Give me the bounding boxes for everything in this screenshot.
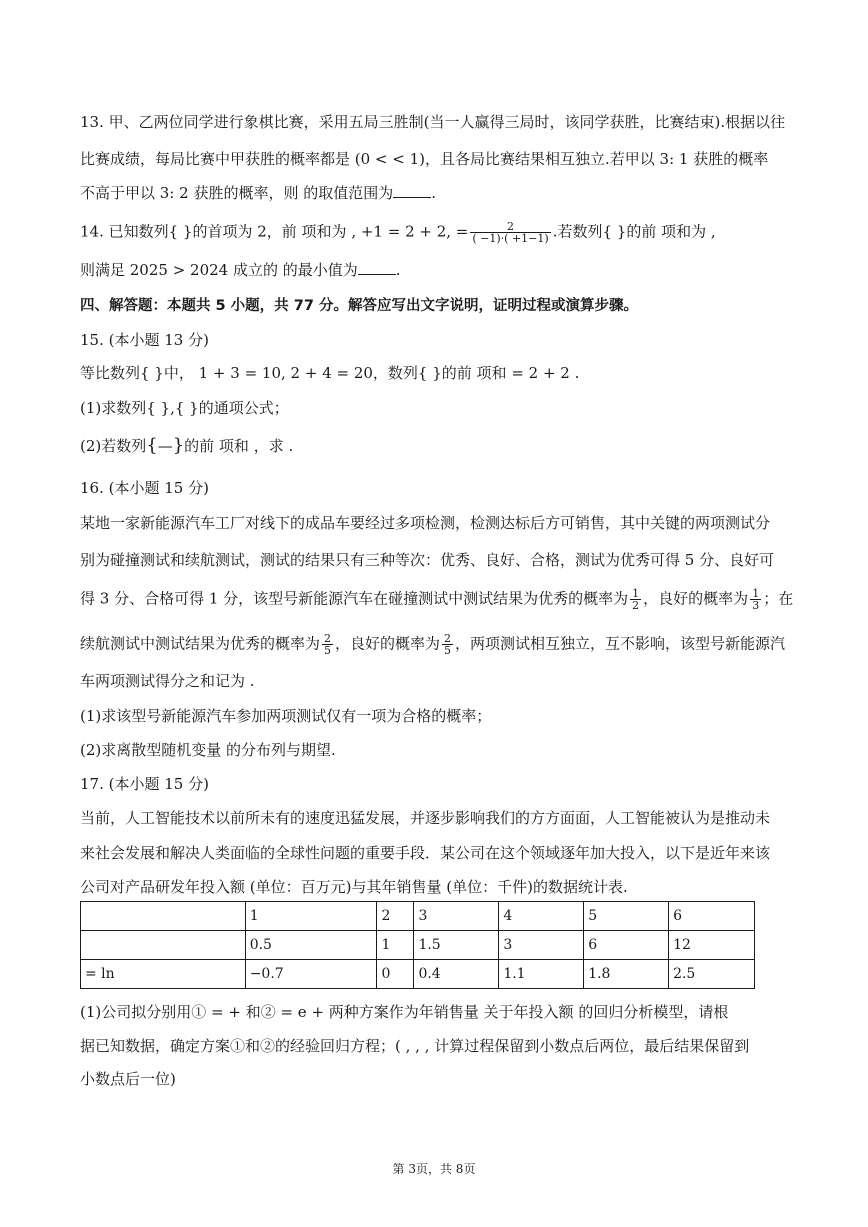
- q16-line5: 车两项测试得分之和记为 .: [80, 672, 255, 690]
- table-cell: 1.8: [584, 960, 669, 989]
- table-cell: 2: [377, 902, 414, 931]
- table-cell: [81, 931, 246, 960]
- q17-line3: 公司对产品研发年投入额 (单位：百万元)与其年销售量 (单位：千件)的数据统计表.: [80, 878, 628, 896]
- table-cell: −0.7: [245, 960, 377, 989]
- q13-line3-end: .: [431, 184, 436, 202]
- table-cell: 6: [584, 931, 669, 960]
- q16-part2: (2)求离散型随机变量 的分布列与期望.: [80, 741, 336, 759]
- q14-fraction: [470, 221, 550, 244]
- q15-part2-text: (2)若数列: [80, 437, 147, 455]
- q16-part1: (1)求该型号新能源汽车参加两项测试仅有一项为合格的概率；: [80, 707, 492, 725]
- fraction-numerator: 2: [470, 221, 550, 233]
- fraction-denominator: 5: [324, 644, 332, 657]
- q13-line2: 比赛成绩，每局比赛中甲获胜的概率都是 (0 < < 1)，且各局比赛结果相互独立.若甲以 3: 1 获胜的概率: [80, 150, 769, 168]
- table-cell: 4: [499, 902, 584, 931]
- table-cell: 1.1: [499, 960, 584, 989]
- q15-part1: (1)求数列{ },{ }的通项公式；: [80, 399, 289, 417]
- q14-line1-text: 14. 已知数列{ }的首项为 2，前 项和为 , +1 = 2 + 2, =: [80, 222, 469, 241]
- q16-line3-text-c: ；在: [763, 589, 794, 608]
- table-cell: 1: [377, 931, 414, 960]
- q16-line2: 别为碰撞测试和续航测试，测试的结果只有三种等次：优秀、良好、合格，测试为优秀可得 5 分、良好可: [80, 551, 775, 569]
- table-cell: = ln: [81, 960, 246, 989]
- fraction-one-third: [750, 588, 761, 611]
- table-cell: 1: [245, 902, 377, 931]
- q15-part2-text-b: 的前 项和 ，求 .: [184, 437, 294, 455]
- table-cell: 1.5: [414, 931, 499, 960]
- q17-part1-line2: 据已知数据，确定方案①和②的经验回归方程；( , , , 计算过程保留到小数点后两位，最后结果保留到: [80, 1037, 750, 1055]
- data-table: [80, 901, 755, 989]
- right-brace-icon: }: [172, 435, 185, 456]
- q16-line4-text: 续航测试中测试结果为优秀的概率为: [80, 634, 321, 653]
- fraction-one-half: [630, 588, 641, 611]
- q16-line3-text-b: ，良好的概率为: [643, 589, 749, 608]
- q17-line1: 当前，人工智能技术以前所未有的速度迅猛发展，并逐步影响我们的方方面面，人工智能被认为是推动未: [80, 809, 771, 827]
- table-row: [81, 902, 755, 931]
- table-row: [81, 931, 755, 960]
- q17-part1-line1: (1)公司拟分别用① = + 和② = e + 两种方案作为年销售量 关于年投入额 的回归分析模型，请根: [80, 1003, 729, 1021]
- q14-line2: [80, 260, 401, 280]
- fraction-numerator: 2: [324, 632, 332, 645]
- q14-line2-text: 则满足 2025 > 2024 成立的 的最小值为: [80, 261, 358, 279]
- q16-line3-text: 得 3 分、合格可得 1 分，该型号新能源汽车在碰撞测试中测试结果为优秀的概率为: [80, 589, 629, 608]
- table-cell: 0.5: [245, 931, 377, 960]
- fraction-denominator: 3: [752, 599, 760, 612]
- q16-line3: [80, 588, 793, 611]
- fraction-two-fifths: [442, 633, 453, 656]
- q17-part1-line3: 小数点后一位): [80, 1070, 176, 1088]
- page-footer: 第 3页，共 8页: [392, 1162, 476, 1176]
- table-cell: [81, 902, 246, 931]
- q15-part2: [80, 436, 293, 456]
- fraction-numerator: 1: [632, 587, 640, 600]
- q14-line1-text-b: .若数列{ }的前 项和为 ,: [552, 222, 716, 241]
- q16-line1: 某地一家新能源汽车工厂对线下的成品车要经过多项检测，检测达标后方可销售，其中关键的两项测试分: [80, 514, 771, 532]
- left-brace-icon: {: [146, 435, 158, 456]
- q16-header: 16. (本小题 15 分): [80, 479, 209, 497]
- table-cell: 6: [669, 902, 755, 931]
- q13-line1: 13. 甲、乙两位同学进行象棋比赛，采用五局三胜制(当一人赢得三局时，该同学获胜，比赛结束).根据以往: [80, 113, 786, 131]
- answer-blank: [358, 260, 396, 275]
- fraction-numerator: 2: [444, 632, 452, 645]
- q13-line3-text: 不高于甲以 3: 2 获胜的概率，则 的取值范围为: [80, 184, 394, 202]
- q15-header: 15. (本小题 13 分): [80, 331, 209, 349]
- answer-blank: [393, 183, 431, 198]
- table-row: [81, 960, 755, 989]
- table-cell: 5: [584, 902, 669, 931]
- q16-line4-text-c: ，两项测试相互独立，互不影响，该型号新能源汽: [455, 634, 786, 653]
- table-cell: 3: [499, 931, 584, 960]
- fraction-two-fifths: [322, 633, 333, 656]
- table-cell: 0.4: [414, 960, 499, 989]
- q13-line3: [80, 183, 436, 203]
- fraction-denominator: 5: [444, 644, 452, 657]
- fraction-denominator: 2: [632, 599, 640, 612]
- section-heading: 四、解答题：本题共 5 小题，共 77 分。解答应写出文字说明，证明过程或演算步骤。: [80, 298, 638, 314]
- table-cell: 12: [669, 931, 755, 960]
- q14-line1: [80, 221, 716, 244]
- fraction-numerator: 1: [752, 587, 760, 600]
- q17-header: 17. (本小题 15 分): [80, 775, 209, 793]
- q14-line2-end: .: [395, 261, 401, 279]
- q17-line2: 来社会发展和解决人类面临的全球性问题的重要手段．某公司在这个领域逐年加大投入，以下是近年来该: [80, 844, 771, 862]
- table-cell: 0: [377, 960, 414, 989]
- q15-part2-frac: —: [157, 437, 173, 455]
- fraction-denominator: ( −1)·( +1−1): [472, 232, 549, 245]
- q16-line4-text-b: ，良好的概率为: [335, 634, 441, 653]
- q15-line1: 等比数列{ }中， 1 + 3 = 10, 2 + 4 = 20，数列{ }的前 项和 = 2 + 2 .: [80, 364, 580, 382]
- table-cell: 3: [414, 902, 499, 931]
- table-cell: 2.5: [669, 960, 755, 989]
- q16-line4: [80, 633, 785, 656]
